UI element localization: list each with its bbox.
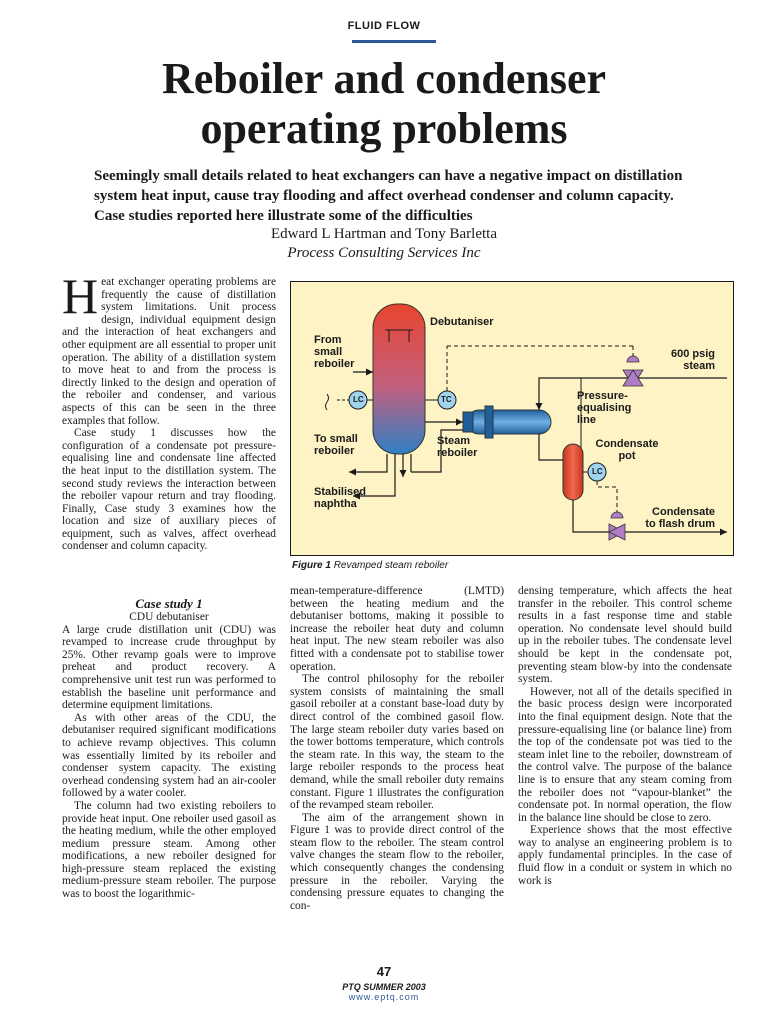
label-debutaniser: Debutaniser [430, 316, 494, 328]
label-pot-lc: LC [592, 467, 603, 476]
title-line-1: Reboiler and condenser [161, 54, 607, 103]
label-stabilised-naphtha: Stabilised naphtha [314, 486, 366, 510]
figure-caption [292, 560, 732, 571]
footer-magazine: PTQ SUMMER 2003 [342, 982, 426, 992]
column-2-paragraph-2: The control philosophy for the reboiler system consists of maintaining the small gasoil reboiler at a constant base-load duty by direct control of the combined gasoil flow. The large steam reboiler duty varies based on the tower bottoms temperature, which controls the steam rate. In this way, the steam to the large reboiler responds to the process heat demand, while the small reboiler duty remains constant. Figure 1 illustrates the configuration of the revamped steam reboiler. [290, 673, 504, 812]
label-to-small-reboiler: To small reboiler [314, 433, 358, 457]
label-pressure-equalising-line: Pressure- equalising line [577, 390, 632, 426]
figure-caption-number: Figure 1 [292, 560, 331, 571]
standfirst: Seemingly small details related to heat exchangers can have a negative impact on distillation system heat input, cause tray flooding and affect overhead condenser and column capacity. Case studies reported here illustrate some of the difficulties [94, 168, 683, 224]
article-title [0, 54, 768, 154]
case-study-heading: Case study 1 [135, 596, 203, 611]
figure-1 [290, 281, 734, 556]
case-study-column [62, 597, 276, 901]
figure-caption-text: Revamped steam reboiler [333, 560, 449, 571]
column-2-paragraph-3: The aim of the arrangement shown in Figure 1 was to provide direct control of the steam flow to the reboiler. The steam control valve changes the steam flow to the reboiler, which consequently changes the condensing pressure in the reboiler. Varying the condensing pressure equates to changing the con- [290, 811, 504, 912]
column-3 [518, 585, 732, 887]
steam-control-valve-icon [623, 356, 643, 386]
intro-paragraph-2: Case study 1 discusses how the configuration of a condensate pot pressure-equalising line and condensate line affected the heat input to the distillation system. The second study reviews the interaction between the reboiler vapour return and tray flooding. Finally, Case study 3 examines how the location and size of auxiliary pieces of equipment, such as valves, affect overhead condenser and column capacity. [62, 427, 276, 553]
title-line-2: operating problems [200, 104, 568, 153]
label-steam-reboiler: Steam reboiler [437, 435, 478, 459]
column-3-paragraph-3: Experience shows that the most effective way to analyse an engineering problem is to apply fundamental principles. In the case of fluid flow in a conduit or system in which no work is [518, 824, 732, 887]
footer-url[interactable]: www.eptq.com [348, 992, 420, 1002]
case-study-subheading: CDU debutaniser [129, 611, 209, 623]
column-2-paragraph-1: mean-temperature-difference (LMTD) between the heating medium and the debutaniser bottoms, making it possible to increase the reboiler heat duty and column heat input. The new steam reboiler was also fitted with a condensate pot to stabilise tower operation. [290, 585, 504, 673]
drop-cap: H [62, 268, 99, 324]
label-condensate-to-flash-drum: Condensate to flash drum [645, 506, 715, 530]
label-tc: TC [441, 395, 452, 404]
column-2 [290, 585, 504, 912]
case-study-paragraph-2: As with other areas of the CDU, the debutaniser required significant modifications to achieve revamp objectives. This column was essentially limited by its reboiler and condenser system capacity. The existing overhead condensing system had an air-cooler followed by a water cooler. [62, 711, 276, 800]
column-3-paragraph-2: However, not all of the details specified in the basic process design were incorporated into the final equipment design. Note that the pressure-equalising line (or balance line) from the top of the condensate pot was tied to the steam inlet line to the reboiler, downstream of the control valve. The purpose of the balance line is to ensure that any steam coming from the reboiler does not “vapour-blanket” the condensate pot. In normal operation, the flow in the balance line should be close to zero. [518, 685, 732, 824]
section-label: FLUID FLOW [347, 20, 421, 32]
column-3-paragraph-1: densing temperature, which affects the heat transfer in the reboiler. This control scheme results in a fast response time and stable operation. No condensate level should build up in the reboiler tubes. The condensate level should be kept in the condensate pot, preventing steam blow-by into the condensate system. [518, 585, 732, 686]
label-from-small-reboiler: From small reboiler [314, 334, 355, 370]
case-study-paragraph-1: A large crude distillation unit (CDU) was revamped to increase crude throughput by 25%. Other revamp goals were to improve preheat and product recovery. A comprehensive unit test run was performed to establish the baseline unit performance and determine equipment limitations. [62, 623, 276, 712]
debutaniser-column [373, 304, 425, 454]
steam-reboiler-exchanger [463, 406, 551, 438]
condensate-valve-icon [609, 512, 625, 540]
condensate-pot [563, 444, 583, 500]
affiliation: Process Consulting Services Inc [287, 245, 481, 261]
label-lc: LC [353, 395, 364, 404]
authors: Edward L Hartman and Tony Barletta [271, 226, 497, 242]
label-condensate-pot: Condensate pot [595, 438, 659, 462]
intro-text-1: eat exchanger operating problems are frequently the cause of distillation system limitations. Unit process design, individual equipment design and the interaction of heat exchangers and other equipment are all essential to proper unit operation. The ability of a distillation system to move heat to and from the process is directly linked to the design and operation of the reboiler and condenser, and various aspects of this can be seen in the three examples that follow. [62, 276, 276, 427]
label-600-psig-steam: 600 psig steam [670, 348, 715, 372]
intro-column [62, 268, 276, 553]
intro-paragraph-1 [62, 268, 276, 427]
page-number: 47 [376, 964, 392, 979]
case-study-paragraph-3: The column had two existing reboilers to provide heat input. One reboiler used gasoil as the heating medium, while the other employed medium pressure steam. Among other modifications, a new reboiler designed for high-pressure steam replaced the existing medium-pressure steam reboiler. The purpose was to boost the logarithmic- [62, 799, 276, 901]
section-rule [352, 40, 436, 43]
